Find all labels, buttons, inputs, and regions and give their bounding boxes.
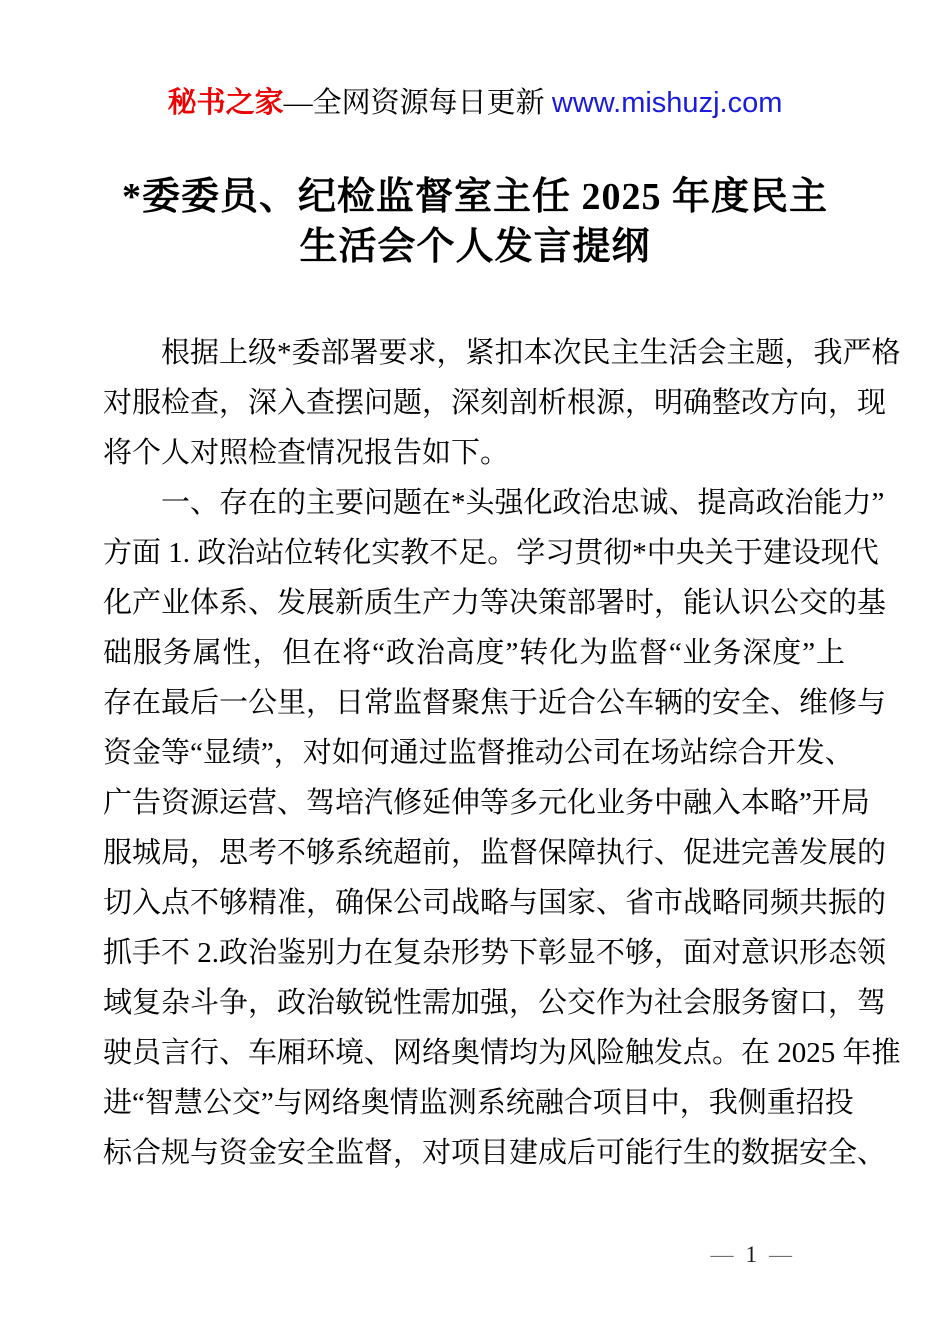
site-header	[0, 86, 950, 120]
document-title-line: *委委员、纪检监督室主任 2025 年度民主	[121, 176, 828, 218]
body-line: 方面 1. 政治站位转化实教不足。学习贯彻*中央关于建设现代	[103, 537, 879, 569]
page-number-dash: —	[769, 1242, 792, 1267]
body-line: 广告资源运营、驾培汽修延伸等多元化业务中融入本略”开局	[103, 787, 870, 819]
body-line: 进“智慧公交”与网络奥情监测系统融合项目中，我侧重招投	[103, 1087, 854, 1119]
page-number-dash: —	[710, 1242, 734, 1267]
body-line: 础服务属性，但在将“政治高度”转化为监督“业务深度”上	[103, 637, 845, 669]
body-line: 存在最后一公里，日常监督聚焦于近合公车辆的安全、维修与	[103, 687, 887, 719]
body-line: 根据上级*委部署要求，紧扣本次民主生活会主题，我严格	[161, 337, 901, 369]
site-tagline: —全网资源每日更新	[283, 87, 545, 119]
body-line: 服城局，思考不够系统超前，监督保障执行、促进完善发展的	[103, 837, 887, 869]
body-line: 切入点不够精准，确保公司战略与国家、省市战略同频共振的	[103, 887, 887, 919]
body-line: 对服检查，深入查摆问题，深刻剖析根源，明确整改方向，现	[103, 387, 887, 419]
body-line: 将个人对照检查情况报告如下。	[103, 437, 510, 469]
document-title	[75, 172, 875, 272]
site-brand: 秘书之家	[167, 87, 284, 119]
body-line: 驶员言行、车厢环境、网络奥情均为风险触发点。在 2025 年推	[103, 1037, 901, 1069]
page-number-value: 1	[745, 1242, 757, 1267]
body-line: 域复杂斗争，政治敏锐性需加强，公交作为社会服务窗口，驾	[103, 987, 887, 1019]
site-url-link[interactable]: www.mishuzj.com	[551, 87, 783, 119]
body-line: 资金等“显绩”，对如何通过监督推动公司在场站综合开发、	[103, 737, 854, 769]
page-number	[711, 1241, 793, 1269]
body-line: 一、存在的主要问题在*头强化政治忠诚、提高政治能力”	[161, 487, 885, 519]
body-line: 抓手不 2.政治鉴别力在复杂形势下彰显不够，面对意识形态领	[103, 937, 887, 969]
document-body	[103, 328, 901, 1178]
document-title-line: 生活会个人发言提纲	[299, 226, 651, 268]
body-line: 化产业体系、发展新质生产力等决策部署时，能认识公交的基	[103, 587, 887, 619]
body-line: 标合规与资金安全监督，对项目建成后可能行生的数据安全、	[103, 1137, 887, 1169]
